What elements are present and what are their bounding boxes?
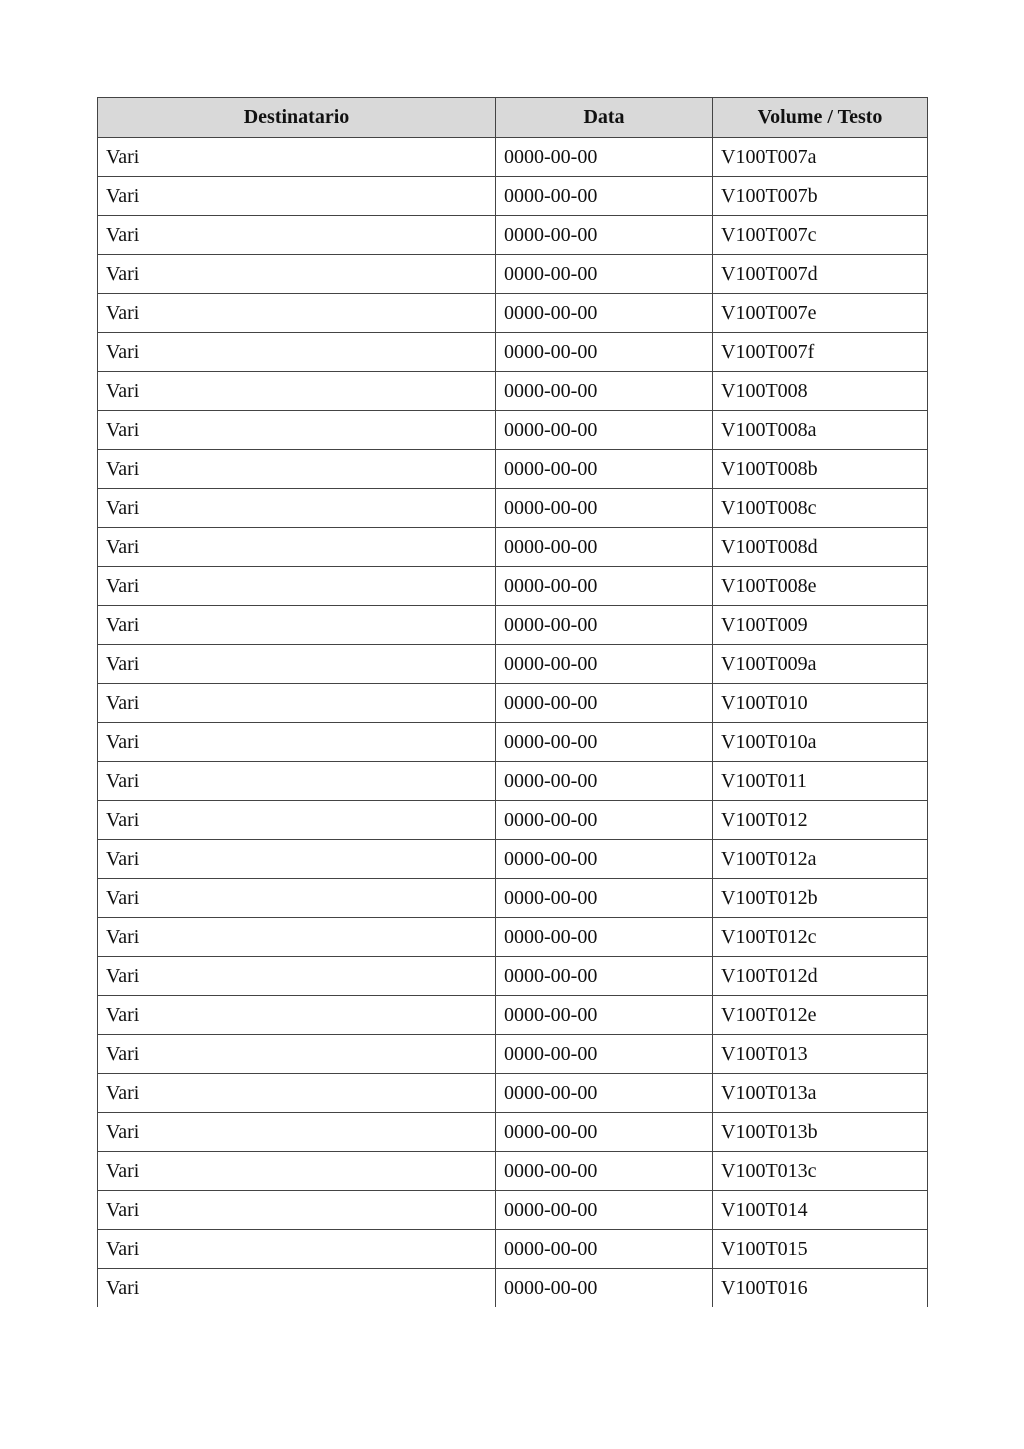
cell-destinatario: Vari xyxy=(98,762,496,801)
cell-volume-testo: V100T007c xyxy=(713,216,928,255)
table-row xyxy=(98,528,928,567)
cell-data: 0000-00-00 xyxy=(496,567,713,606)
cell-volume-testo: V100T007e xyxy=(713,294,928,333)
cell-destinatario: Vari xyxy=(98,333,496,372)
table-row xyxy=(98,177,928,216)
cell-volume-testo: V100T013c xyxy=(713,1152,928,1191)
cell-destinatario: Vari xyxy=(98,1035,496,1074)
cell-data: 0000-00-00 xyxy=(496,450,713,489)
table-row xyxy=(98,1230,928,1269)
cell-destinatario: Vari xyxy=(98,1074,496,1113)
table-row xyxy=(98,372,928,411)
table-row xyxy=(98,411,928,450)
cell-volume-testo: V100T010a xyxy=(713,723,928,762)
cell-destinatario: Vari xyxy=(98,450,496,489)
cell-volume-testo: V100T008d xyxy=(713,528,928,567)
cell-volume-testo: V100T013b xyxy=(713,1113,928,1152)
cell-data: 0000-00-00 xyxy=(496,372,713,411)
cell-destinatario: Vari xyxy=(98,840,496,879)
cell-volume-testo: V100T008e xyxy=(713,567,928,606)
cell-destinatario: Vari xyxy=(98,138,496,177)
table-row xyxy=(98,489,928,528)
cell-data: 0000-00-00 xyxy=(496,606,713,645)
cell-data: 0000-00-00 xyxy=(496,294,713,333)
cell-destinatario: Vari xyxy=(98,489,496,528)
cell-volume-testo: V100T013a xyxy=(713,1074,928,1113)
cell-destinatario: Vari xyxy=(98,372,496,411)
cell-volume-testo: V100T007d xyxy=(713,255,928,294)
cell-destinatario: Vari xyxy=(98,684,496,723)
cell-data: 0000-00-00 xyxy=(496,1152,713,1191)
table-row xyxy=(98,645,928,684)
cell-volume-testo: V100T007a xyxy=(713,138,928,177)
table-row xyxy=(98,138,928,177)
cell-volume-testo: V100T010 xyxy=(713,684,928,723)
cell-destinatario: Vari xyxy=(98,957,496,996)
cell-volume-testo: V100T008b xyxy=(713,450,928,489)
table-row xyxy=(98,450,928,489)
cell-data: 0000-00-00 xyxy=(496,1191,713,1230)
table-row xyxy=(98,333,928,372)
cell-data: 0000-00-00 xyxy=(496,138,713,177)
cell-data: 0000-00-00 xyxy=(496,1230,713,1269)
cell-volume-testo: V100T008 xyxy=(713,372,928,411)
cell-destinatario: Vari xyxy=(98,879,496,918)
cell-volume-testo: V100T007f xyxy=(713,333,928,372)
cell-volume-testo: V100T014 xyxy=(713,1191,928,1230)
table-header xyxy=(98,98,928,138)
cell-data: 0000-00-00 xyxy=(496,333,713,372)
cell-data: 0000-00-00 xyxy=(496,723,713,762)
cell-data: 0000-00-00 xyxy=(496,918,713,957)
cell-destinatario: Vari xyxy=(98,567,496,606)
cell-destinatario: Vari xyxy=(98,801,496,840)
cell-destinatario: Vari xyxy=(98,255,496,294)
cell-volume-testo: V100T015 xyxy=(713,1230,928,1269)
cell-volume-testo: V100T012a xyxy=(713,840,928,879)
cell-volume-testo: V100T012c xyxy=(713,918,928,957)
cell-volume-testo: V100T012d xyxy=(713,957,928,996)
cell-data: 0000-00-00 xyxy=(496,762,713,801)
cell-destinatario: Vari xyxy=(98,1230,496,1269)
cell-data: 0000-00-00 xyxy=(496,684,713,723)
header-volume-testo: Volume / Testo xyxy=(713,98,928,138)
cell-destinatario: Vari xyxy=(98,1269,496,1308)
cell-data: 0000-00-00 xyxy=(496,411,713,450)
table-row xyxy=(98,801,928,840)
header-destinatario: Destinatario xyxy=(98,98,496,138)
table-row xyxy=(98,684,928,723)
records-table xyxy=(97,97,928,1307)
cell-volume-testo: V100T012b xyxy=(713,879,928,918)
table-row xyxy=(98,1074,928,1113)
table-row xyxy=(98,723,928,762)
cell-volume-testo: V100T008c xyxy=(713,489,928,528)
cell-data: 0000-00-00 xyxy=(496,1269,713,1308)
cell-data: 0000-00-00 xyxy=(496,216,713,255)
cell-volume-testo: V100T013 xyxy=(713,1035,928,1074)
table-body xyxy=(98,138,928,1308)
cell-data: 0000-00-00 xyxy=(496,840,713,879)
cell-data: 0000-00-00 xyxy=(496,801,713,840)
header-data: Data xyxy=(496,98,713,138)
cell-volume-testo: V100T008a xyxy=(713,411,928,450)
cell-data: 0000-00-00 xyxy=(496,255,713,294)
cell-volume-testo: V100T009 xyxy=(713,606,928,645)
cell-volume-testo: V100T016 xyxy=(713,1269,928,1308)
cell-destinatario: Vari xyxy=(98,723,496,762)
cell-destinatario: Vari xyxy=(98,177,496,216)
cell-data: 0000-00-00 xyxy=(496,645,713,684)
cell-volume-testo: V100T009a xyxy=(713,645,928,684)
table-row xyxy=(98,996,928,1035)
table-row xyxy=(98,879,928,918)
cell-destinatario: Vari xyxy=(98,1113,496,1152)
cell-destinatario: Vari xyxy=(98,216,496,255)
table-row xyxy=(98,918,928,957)
cell-data: 0000-00-00 xyxy=(496,1074,713,1113)
cell-data: 0000-00-00 xyxy=(496,957,713,996)
header-row xyxy=(98,98,928,138)
table-row xyxy=(98,1269,928,1308)
table-row xyxy=(98,216,928,255)
table-row xyxy=(98,840,928,879)
cell-destinatario: Vari xyxy=(98,1191,496,1230)
cell-destinatario: Vari xyxy=(98,294,496,333)
cell-data: 0000-00-00 xyxy=(496,996,713,1035)
cell-destinatario: Vari xyxy=(98,645,496,684)
cell-volume-testo: V100T011 xyxy=(713,762,928,801)
cell-data: 0000-00-00 xyxy=(496,489,713,528)
cell-destinatario: Vari xyxy=(98,411,496,450)
cell-destinatario: Vari xyxy=(98,918,496,957)
cell-volume-testo: V100T007b xyxy=(713,177,928,216)
table-row xyxy=(98,255,928,294)
cell-destinatario: Vari xyxy=(98,996,496,1035)
cell-data: 0000-00-00 xyxy=(496,1113,713,1152)
table-row xyxy=(98,762,928,801)
table-row xyxy=(98,567,928,606)
table-row xyxy=(98,1152,928,1191)
table-row xyxy=(98,1113,928,1152)
cell-destinatario: Vari xyxy=(98,606,496,645)
cell-destinatario: Vari xyxy=(98,1152,496,1191)
table-row xyxy=(98,294,928,333)
cell-data: 0000-00-00 xyxy=(496,879,713,918)
cell-volume-testo: V100T012 xyxy=(713,801,928,840)
cell-volume-testo: V100T012e xyxy=(713,996,928,1035)
cell-data: 0000-00-00 xyxy=(496,177,713,216)
table-row xyxy=(98,957,928,996)
table-row xyxy=(98,1191,928,1230)
cell-data: 0000-00-00 xyxy=(496,528,713,567)
table-row xyxy=(98,606,928,645)
table-row xyxy=(98,1035,928,1074)
cell-data: 0000-00-00 xyxy=(496,1035,713,1074)
cell-destinatario: Vari xyxy=(98,528,496,567)
